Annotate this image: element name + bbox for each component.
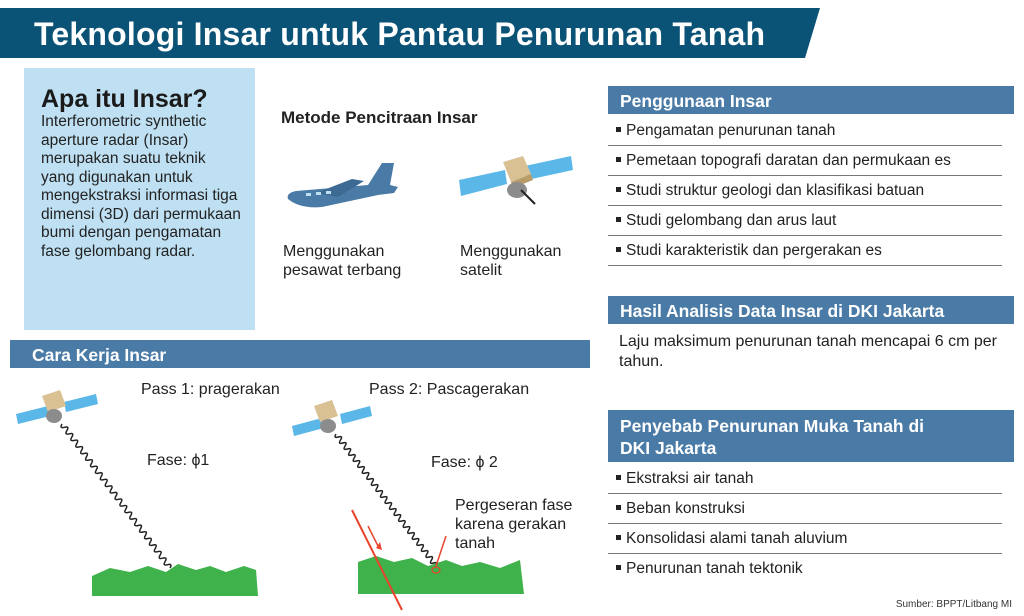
how-it-works-title: Cara Kerja Insar (32, 345, 167, 365)
phase-shift-line-3: tanah (455, 535, 496, 552)
uses-title: Penggunaan Insar (620, 91, 772, 111)
list-item: Studi gelombang dan arus laut (608, 206, 1002, 236)
phase-shift-label (455, 496, 572, 553)
method-plane-label-line-2: pesawat terbang (283, 262, 402, 279)
insar-process-diagram (0, 370, 600, 616)
uses-list (608, 116, 1002, 266)
causes-title-line-2: DKI Jakarta (620, 438, 717, 458)
pass-2-label: Pass 2: Pascagerakan (369, 381, 530, 398)
how-it-works-header (10, 340, 590, 368)
method-satellite-label (460, 242, 561, 280)
satellite-icon (455, 150, 575, 210)
results-text: Laju maksimum penurunan tanah mencapai 6 cm per tahun. (619, 333, 997, 370)
phase-1-label: Fase: ϕ1 (147, 452, 210, 469)
method-satellite-label-line-1: Menggunakan (460, 243, 562, 260)
method-satellite-label-line-2: satelit (460, 262, 502, 279)
list-item: Pengamatan penurunan tanah (608, 116, 1002, 146)
list-item: Pemetaan topografi daratan dan permukaan es (608, 146, 1002, 176)
causes-title-line-1: Penyebab Penurunan Muka Tanah di (620, 416, 925, 436)
source-credit: Sumber: BPPT/Litbang MI (895, 599, 1012, 610)
airplane-icon (282, 155, 404, 215)
title-banner (0, 8, 820, 58)
what-is-insar-box (24, 68, 255, 330)
satellite-1-icon (16, 390, 98, 424)
satellite-2-icon (292, 400, 372, 436)
list-item: Studi struktur geologi dan klasifikasi batuan (608, 176, 1002, 206)
phase-2-label: Fase: ϕ 2 (431, 454, 498, 471)
list-item: Penurunan tanah tektonik (608, 554, 1002, 584)
radar-wave-2 (335, 434, 437, 566)
list-item: Studi karakteristik dan pergerakan es (608, 236, 1002, 266)
pass-1-label: Pass 1: pragerakan (141, 381, 280, 398)
method-plane-label-line-1: Menggunakan (283, 243, 385, 260)
what-is-insar-title: Apa itu Insar? (41, 85, 208, 113)
ground-2 (358, 556, 524, 594)
page-title: Teknologi Insar untuk Pantau Penurunan Tanah (34, 16, 766, 52)
uses-header (608, 86, 1014, 114)
results-title: Hasil Analisis Data Insar di DKI Jakarta (620, 301, 945, 321)
phase-shift-line-1: Pergeseran fase (455, 497, 573, 514)
causes-header (608, 410, 1014, 462)
causes-list (608, 464, 1002, 584)
list-item: Konsolidasi alami tanah aluvium (608, 524, 1002, 554)
what-is-insar-text: Interferometric synthetic aperture radar (Insar) merupakan suatu teknik yang digunakan untuk mengekstraksi informasi tiga dimensi (3D) dari permukaan bumi dengan pengamatan fase gelombang radar. (41, 113, 241, 260)
fault-line (352, 510, 402, 610)
results-header (608, 296, 1014, 324)
radar-wave-1 (61, 424, 171, 568)
list-item: Ekstraksi air tanah (608, 464, 1002, 494)
ground-1 (92, 564, 258, 596)
list-item: Beban konstruksi (608, 494, 1002, 524)
method-plane-label (283, 242, 401, 280)
methods-title: Metode Pencitraan Insar (281, 108, 478, 127)
phase-shift-line-2: karena gerakan (455, 516, 567, 533)
